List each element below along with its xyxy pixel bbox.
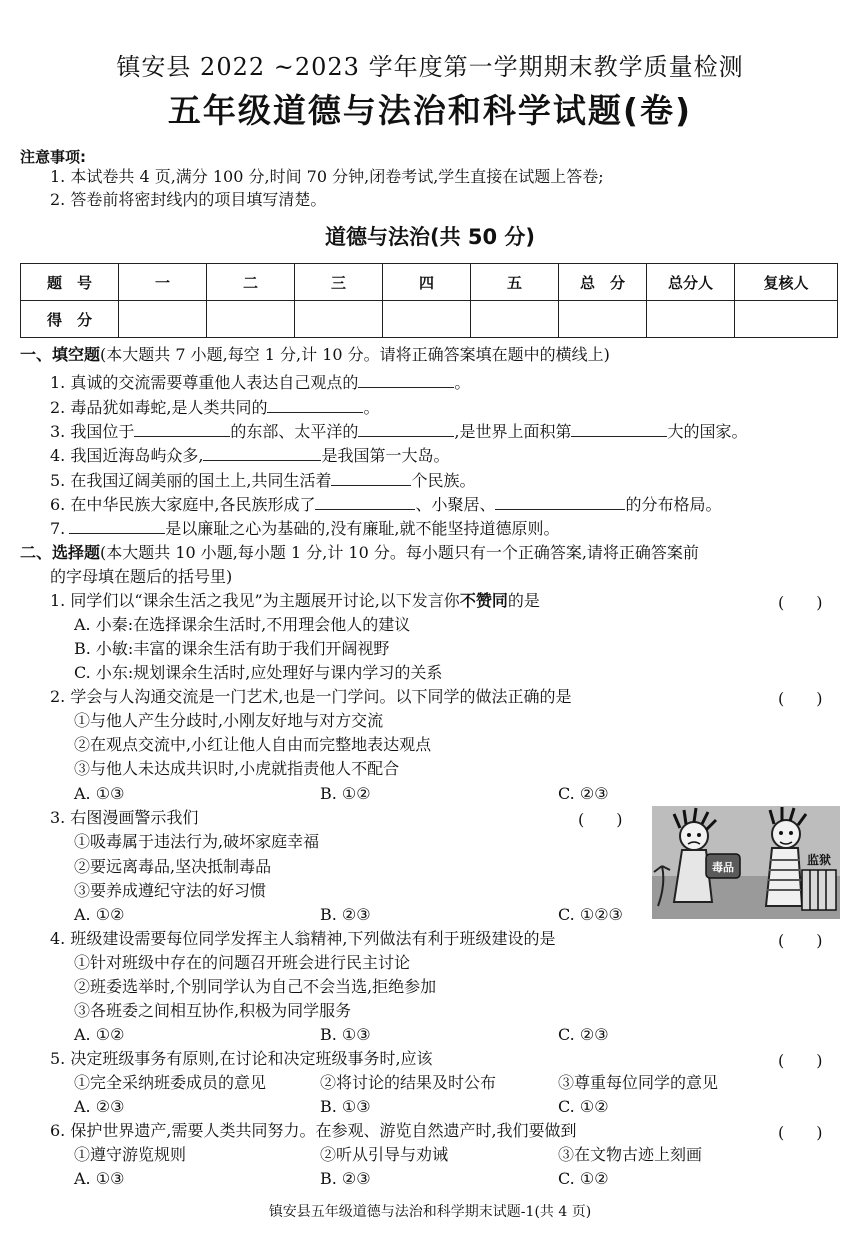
answer-blank[interactable]	[358, 421, 454, 437]
answer-blank[interactable]	[69, 518, 165, 534]
score-cell[interactable]	[471, 301, 559, 338]
statement-item: ③各班委之间相互协作,积极为同学服务	[74, 1001, 352, 1020]
choice-option[interactable]: C. ②③	[558, 784, 609, 803]
choice-option[interactable]: B. ①③	[320, 1025, 371, 1044]
notice-item-1: 1. 本试卷共 4 页,满分 100 分,时间 70 分钟,闭卷考试,学生直接在试题上答卷;	[50, 167, 604, 186]
choice-q6-stem: 6. 保护世界遗产,需要人类共同努力。在参观、游览自然遗产时,我们要做到	[50, 1121, 577, 1140]
choice-option[interactable]: B. ①③	[320, 1097, 371, 1116]
choice-option[interactable]: B. 小敏:丰富的课余生活有助于我们开阔视野	[74, 639, 390, 658]
fill-q3-text: ,是世界上面积第	[454, 422, 572, 441]
answer-paren[interactable]: ( )	[578, 810, 623, 829]
statement-item: ②将讨论的结果及时公布	[320, 1073, 497, 1092]
statement-item: ①吸毒属于违法行为,破坏家庭幸福	[74, 832, 320, 851]
score-cell[interactable]	[119, 301, 207, 338]
score-cell[interactable]	[735, 301, 838, 338]
exam-header-line1: 镇安县 2022 ~2023 学年度第一学期期末教学质量检测	[116, 53, 744, 81]
answer-paren[interactable]: ( )	[778, 1051, 823, 1070]
fill-q1-end: 。	[454, 373, 471, 392]
answer-blank[interactable]	[495, 494, 625, 510]
choice-option[interactable]: C. ①②	[558, 1169, 609, 1188]
statement-item: ③与他人未达成共识时,小虎就指责他人不配合	[74, 759, 400, 778]
drug-label: 毒品	[712, 861, 734, 874]
score-header-cell: 总分人	[647, 264, 735, 301]
score-header-cell: 题 号	[21, 264, 119, 301]
fill-q6-text: 6. 在中华民族大家庭中,各民族形成了	[50, 495, 316, 514]
choice-option[interactable]: A. ①③	[74, 1169, 125, 1188]
score-table-header-row	[21, 264, 838, 301]
score-cell[interactable]	[295, 301, 383, 338]
fill-q2-text: 2. 毒品犹如毒蛇,是人类共同的	[50, 398, 268, 417]
score-header-cell: 四	[383, 264, 471, 301]
part2-instruction: (本大题共 10 小题,每小题 1 分,计 10 分。每小题只有一个正确答案,请将正确答案前	[100, 543, 699, 562]
choice-option[interactable]: A. ①②	[74, 905, 125, 924]
answer-paren[interactable]: ( )	[778, 593, 823, 612]
score-cell[interactable]	[559, 301, 647, 338]
answer-blank[interactable]	[331, 470, 411, 486]
choice-q3-stem: 3. 右图漫画警示我们	[50, 808, 199, 827]
score-cell[interactable]	[207, 301, 295, 338]
answer-blank[interactable]	[267, 397, 363, 413]
choice-q2-stem: 2. 学会与人沟通交流是一门艺术,也是一门学问。以下同学的做法正确的是	[50, 687, 572, 706]
part2-heading: 二、选择题	[20, 543, 101, 562]
anti-drug-cartoon-image	[652, 806, 840, 919]
choice-q1-stem-end: 的是	[507, 591, 540, 610]
fill-q5-text: 5. 在我国辽阔美丽的国土上,共同生活着	[50, 471, 332, 490]
notice-title: 注意事项:	[20, 148, 86, 166]
choice-option[interactable]: C. ①②③	[558, 905, 623, 924]
fill-q7-text: 是以廉耻之心为基础的,没有廉耻,就不能坚持道德原则。	[165, 519, 560, 538]
fill-q4	[50, 445, 449, 467]
fill-q1	[50, 372, 470, 394]
choice-q1-stem	[50, 590, 540, 612]
fill-q2-end: 。	[363, 398, 380, 417]
fill-q7	[50, 518, 559, 540]
statement-item: ①针对班级中存在的问题召开班会进行民主讨论	[74, 953, 411, 972]
score-cell[interactable]	[647, 301, 735, 338]
part1-heading: 一、填空题	[20, 345, 101, 364]
score-table	[20, 263, 838, 338]
choice-q1-stem-text: 1. 同学们以“课余生活之我见”为主题展开讨论,以下发言你	[50, 591, 460, 610]
fill-q3-text: 3. 我国位于	[50, 422, 135, 441]
statement-item: ③尊重每位同学的意见	[558, 1073, 719, 1092]
score-header-cell: 复核人	[735, 264, 838, 301]
statement-item: ①遵守游览规则	[74, 1145, 187, 1164]
statement-item: ②听从引导与劝诫	[320, 1145, 449, 1164]
answer-blank[interactable]	[358, 372, 454, 388]
prison-label: 监狱	[806, 853, 832, 867]
score-header-cell: 一	[119, 264, 207, 301]
page-footer: 镇安县五年级道德与法治和科学期末试题-1(共 4 页)	[268, 1204, 592, 1220]
choice-option[interactable]: B. ①②	[320, 784, 371, 803]
fill-q3-end: 大的国家。	[667, 422, 748, 441]
statement-item: ③在文物古迹上刻画	[558, 1145, 703, 1164]
part2-instruction-cont: 的字母填在题后的括号里)	[50, 567, 233, 586]
fill-q6-text: 、小聚居、	[415, 495, 496, 514]
answer-blank[interactable]	[571, 421, 667, 437]
fill-q4-end: 是我国第一大岛。	[321, 446, 450, 465]
score-header-cell: 二	[207, 264, 295, 301]
fill-q3-text: 的东部、太平洋的	[230, 422, 359, 441]
score-cell[interactable]	[383, 301, 471, 338]
fill-q5	[50, 470, 475, 492]
statement-item: ②班委选举时,个别同学认为自己不会当选,拒绝参加	[74, 977, 437, 996]
part1-instruction: (本大题共 7 小题,每空 1 分,计 10 分。请将正确答案填在题中的横线上)	[100, 345, 610, 364]
score-table-score-row	[21, 301, 838, 338]
answer-paren[interactable]: ( )	[778, 931, 823, 950]
fill-q3	[50, 421, 747, 443]
answer-blank[interactable]	[315, 494, 415, 510]
choice-option[interactable]: A. ②③	[74, 1097, 125, 1116]
fill-q7-number: 7.	[50, 519, 66, 538]
choice-q4-stem: 4. 班级建设需要每位同学发挥主人翁精神,下列做法有利于班级建设的是	[50, 929, 556, 948]
answer-blank[interactable]	[203, 445, 321, 461]
part1-header	[20, 344, 610, 366]
choice-option[interactable]: C. 小东:规划课余生活时,应处理好与课内学习的关系	[74, 663, 443, 682]
fill-q4-text: 4. 我国近海岛屿众多,	[50, 446, 204, 465]
choice-option[interactable]: B. ②③	[320, 905, 371, 924]
choice-option[interactable]: C. ②③	[558, 1025, 609, 1044]
statement-item: ①完全采纳班委成员的意见	[74, 1073, 267, 1092]
score-header-cell: 总 分	[559, 264, 647, 301]
exam-title: 五年级道德与法治和科学试题(卷)	[167, 91, 693, 130]
choice-option[interactable]: A. ①②	[74, 1025, 125, 1044]
fill-q6-end: 的分布格局。	[625, 495, 722, 514]
choice-option[interactable]: B. ②③	[320, 1169, 371, 1188]
answer-paren[interactable]: ( )	[778, 1123, 823, 1142]
choice-option[interactable]: C. ①②	[558, 1097, 609, 1116]
notice-item-2: 2. 答卷前将密封线内的项目填写清楚。	[50, 190, 327, 209]
score-header-cell: 三	[295, 264, 383, 301]
section-title: 道德与法治(共 50 分)	[324, 225, 536, 249]
choice-q1-stem-bold: 不赞同	[459, 591, 508, 610]
choice-option[interactable]: A. ①③	[74, 784, 125, 803]
fill-q1-text: 1. 真诚的交流需要尊重他人表达自己观点的	[50, 373, 359, 392]
statement-item: ②要远离毒品,坚决抵制毒品	[74, 857, 272, 876]
choice-option[interactable]: A. 小秦:在选择课余生活时,不用理会他人的建议	[74, 615, 411, 634]
fill-q2	[50, 397, 379, 419]
score-row-label: 得 分	[21, 301, 119, 338]
part2-header	[20, 542, 699, 564]
score-header-cell: 五	[471, 264, 559, 301]
statement-item: ②在观点交流中,小红让他人自由而完整地表达观点	[74, 735, 432, 754]
answer-blank[interactable]	[134, 421, 230, 437]
answer-paren[interactable]: ( )	[778, 689, 823, 708]
fill-q6	[50, 494, 721, 516]
choice-q5-stem: 5. 决定班级事务有原则,在讨论和决定班级事务时,应该	[50, 1049, 433, 1068]
statement-item: ③要养成遵纪守法的好习惯	[74, 881, 267, 900]
statement-item: ①与他人产生分歧时,小刚友好地与对方交流	[74, 711, 384, 730]
fill-q5-end: 个民族。	[411, 471, 476, 490]
